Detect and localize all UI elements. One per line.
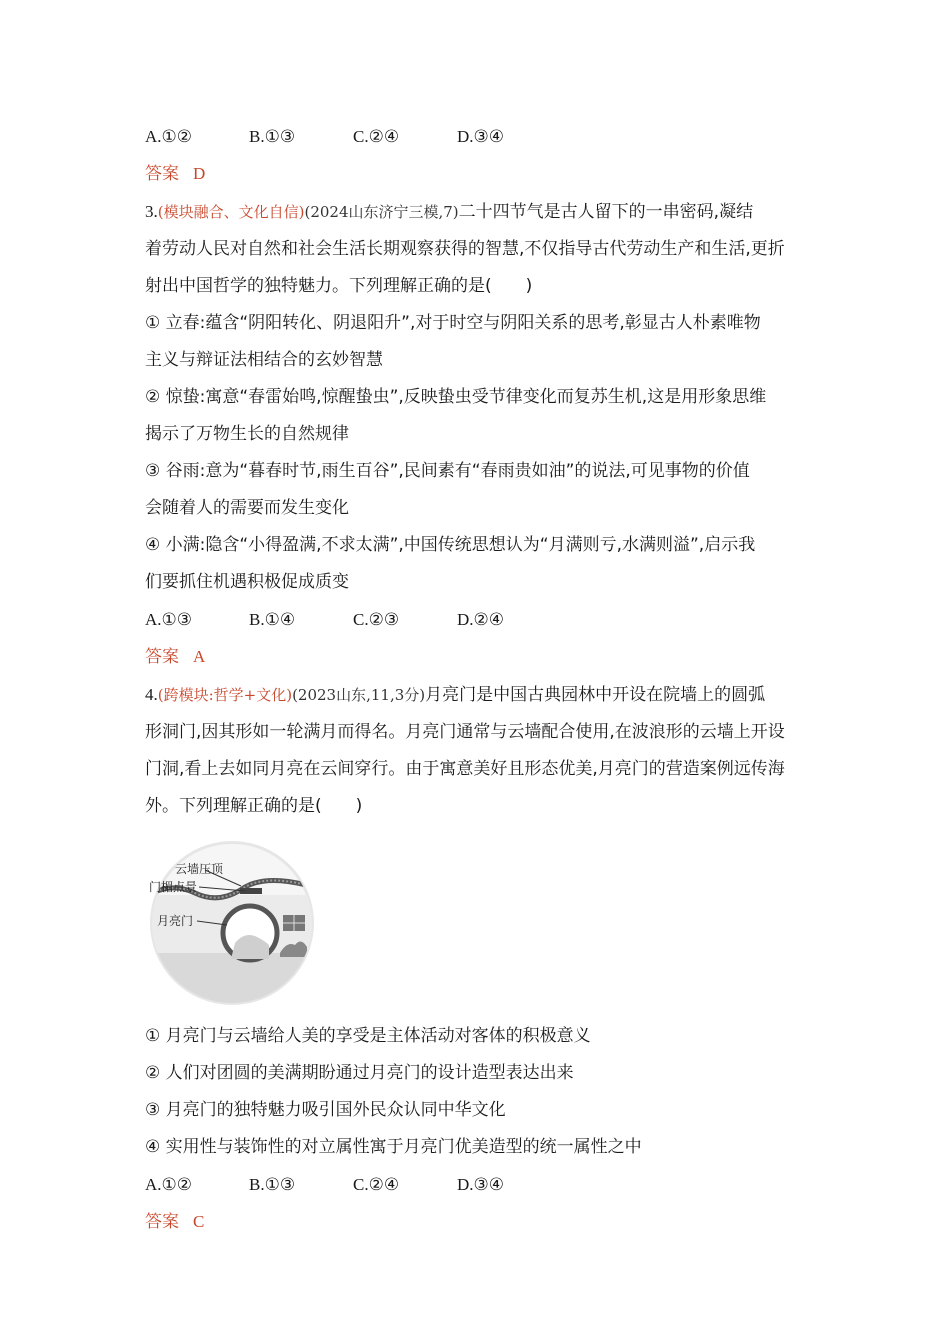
q4-options	[145, 1166, 810, 1203]
question-number: 4.	[145, 685, 158, 704]
q4-stem-line-2: 形洞门,因其形如一轮满月而得名。月亮门通常与云墙配合使用,在波浪形的云墙上开设	[145, 722, 785, 742]
q4-stem-line-3: 门洞,看上去如同月亮在云间穿行。由于寓意美好且形态优美,月亮门的营造案例远传海	[145, 759, 785, 779]
answer-value: C	[193, 1212, 205, 1231]
answer-value: A	[193, 647, 206, 666]
option-c: C.②④	[353, 127, 400, 146]
q3-item-line: 揭示了万物生长的自然规律	[145, 424, 349, 444]
question-source: (2023山东,11,3分)	[292, 686, 426, 704]
answer-label: 答案	[145, 164, 179, 184]
q4-item-line: ① 月亮门与云墙给人美的享受是主体活动对客体的积极意义	[145, 1026, 591, 1046]
question-tag: (模块融合、文化自信)	[157, 203, 305, 221]
option-a: A.①②	[145, 127, 193, 146]
q3-stem-line-3: 射出中国哲学的独特魅力。下列理解正确的是( )	[145, 276, 533, 296]
question-tag: (跨模块:哲学+文化)	[157, 686, 293, 704]
q3-item-line: 主义与辩证法相结合的玄妙智慧	[145, 350, 383, 370]
q4-stem-line-4: 外。下列理解正确的是( )	[145, 796, 363, 816]
q4-item-line: ② 人们对团圆的美满期盼通过月亮门的设计造型表达出来	[145, 1063, 574, 1083]
option-b: B.①④	[249, 610, 296, 629]
q3-stem-line-1: 3.(模块融合、文化自信)(2024山东济宁三模,7)二十四节气是古人留下的一串密码,凝结	[145, 202, 754, 222]
moon-gate-illustration	[145, 833, 320, 1008]
q3-item-line: 会随着人的需要而发生变化	[145, 498, 349, 518]
q3-item-line: 们要抓住机遇积极促成质变	[145, 572, 349, 592]
option-b: B.①③	[249, 127, 296, 146]
option-d: D.③④	[457, 1175, 505, 1194]
label-cloud-wall: 云墙压顶	[175, 862, 224, 876]
q3-item-line: ④ 小满:隐含“小得盈满,不求太满”,中国传统思想认为“月满则亏,水满则溢”,启示我	[145, 535, 756, 555]
q4-item-line: ③ 月亮门的独特魅力吸引国外民众认同中华文化	[145, 1100, 506, 1120]
moon-gate-figure	[145, 833, 320, 1008]
q2-options	[145, 118, 810, 155]
q2-answer	[145, 155, 810, 193]
question-source: (2024山东济宁三模,7)	[304, 203, 459, 221]
question-number: 3.	[145, 202, 158, 221]
answer-label: 答案	[145, 1212, 179, 1232]
q3-item-line: ① 立春:蕴含“阴阳转化、阴退阳升”,对于时空与阴阳关系的思考,彰显古人朴素唯物	[145, 313, 761, 333]
option-a: A.①③	[145, 610, 193, 629]
q3-item-line: ③ 谷雨:意为“暮春时节,雨生百谷”,民间素有“春雨贵如油”的说法,可见事物的价值	[145, 461, 750, 481]
q3-item-line: ② 惊蛰:寓意“春雷始鸣,惊醒蛰虫”,反映蛰虫受节律变化而复苏生机,这是用形象思维	[145, 387, 767, 407]
ground	[145, 953, 320, 1008]
option-b: B.①③	[249, 1175, 296, 1194]
document-page	[145, 118, 810, 1241]
q3-answer	[145, 638, 810, 676]
q3-options	[145, 601, 810, 638]
option-d: D.②④	[457, 610, 505, 629]
label-moon-gate: 月亮门	[157, 914, 194, 928]
q4-stem-line-1: 4.(跨模块:哲学+文化)(2023山东,11,3分)月亮门是中国古典园林中开设在院墙上的圆弧	[145, 685, 766, 705]
option-c: C.②③	[353, 610, 400, 629]
answer-value: D	[193, 164, 206, 183]
q4-item-line: ④ 实用性与装饰性的对立属性寓于月亮门优美造型的统一属性之中	[145, 1137, 642, 1157]
answer-label: 答案	[145, 647, 179, 667]
label-lintel: 门楣点景	[149, 880, 198, 894]
option-d: D.③④	[457, 127, 505, 146]
option-a: A.①②	[145, 1175, 193, 1194]
q3-stem-line-2: 着劳动人民对自然和社会生活长期观察获得的智慧,不仅指导古代劳动生产和生活,更折	[145, 239, 785, 259]
q4-answer	[145, 1203, 810, 1241]
option-c: C.②④	[353, 1175, 400, 1194]
